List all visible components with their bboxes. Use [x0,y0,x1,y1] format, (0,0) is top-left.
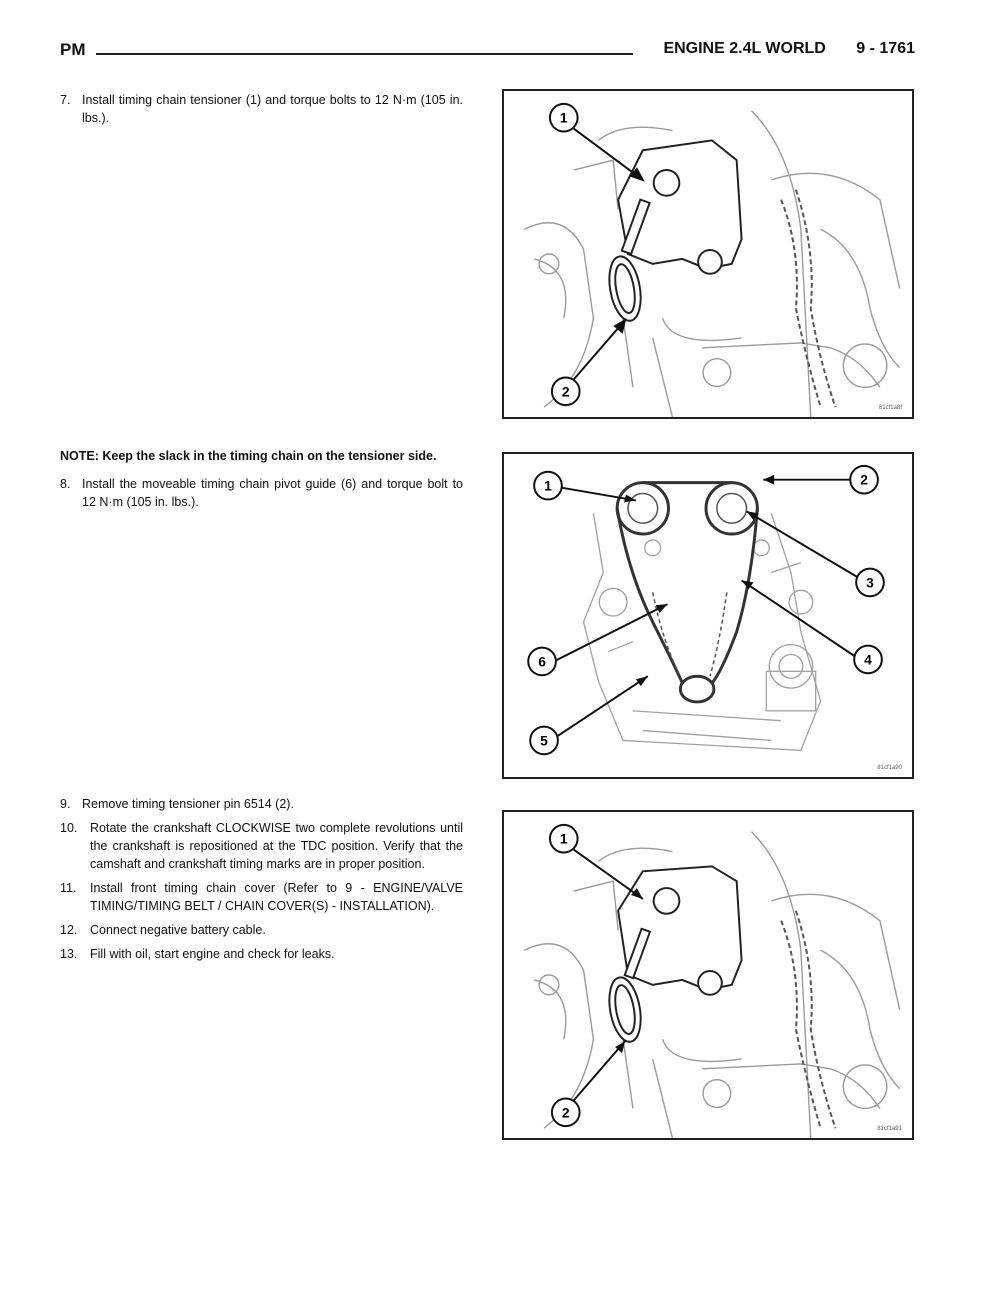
tensioner-illustration [504,91,912,417]
tensioner-pin-illustration [504,812,912,1138]
callout-1-label: 1 [544,477,552,494]
callout-6 [528,648,556,676]
step-number: 11. [60,881,77,895]
step-number: 10. [60,821,78,835]
step-text: Fill with oil, start engine and check for leaks. [90,947,335,961]
figure-tensioner-pin [502,810,914,1140]
figure-code: 81cf1a91 [877,1126,902,1132]
callout-2 [552,377,580,405]
callout-2-label: 2 [860,471,868,488]
figure-timing-chain-layout [502,452,914,779]
page-header [60,40,915,66]
header-section-title: ENGINE 2.4L WORLD [663,40,826,57]
note-text: NOTE: Keep the slack in the timing chain on the tensioner side. [60,449,437,463]
step-item [60,91,463,127]
callout-1 [534,472,562,500]
callout-5 [530,727,558,755]
callout-4 [854,646,882,674]
step-item [60,921,463,939]
step-text: Install front timing chain cover (Refer to 9 - ENGINE/VALVE TIMING/TIMING BELT / CHAIN COVER(S) - INSTALLATION). [90,881,463,913]
callout-3-label: 3 [866,574,874,591]
step-number: 12. [60,923,78,937]
step-number: 13. [60,947,78,961]
text-block-3 [60,795,463,969]
callout-6-label: 6 [538,653,546,670]
callout-1 [550,104,578,132]
step-text: Install timing chain tensioner (1) and torque bolts to 12 N·m (105 in. lbs.). [82,93,463,125]
callout-5-label: 5 [540,732,548,749]
figure-tensioner-install [502,89,914,419]
step-text: Rotate the crankshaft CLOCKWISE two complete revolutions until the crankshaft is repositioned at the TDC position. Verify that the camshaft and crankshaft timing marks are in proper position. [90,821,463,871]
callout-2 [850,466,878,494]
figure-code: 81cf1a8f [878,405,902,411]
callout-2-label: 2 [561,1104,570,1121]
step-text: Connect negative battery cable. [90,923,266,937]
text-block-2 [60,447,463,517]
step-text: Install the moveable timing chain pivot guide (6) and torque bolt to 12 N·m (105 in. lbs.). [82,477,463,509]
timing-chain-illustration [504,454,912,777]
callout-1-label: 1 [559,109,568,126]
header-page-number: 9 - 1761 [856,40,915,57]
step-text: Remove timing tensioner pin 6514 (2). [82,797,294,811]
header-rule [96,53,633,55]
step-item [60,945,463,963]
step-item [60,819,463,873]
step-number: 9. [60,797,71,811]
callout-1 [550,825,578,853]
step-number: 8. [60,477,71,491]
step-item [60,795,463,813]
text-block-1 [60,91,463,133]
callout-2 [552,1098,580,1126]
header-right [663,40,915,58]
step-number: 7. [60,93,71,107]
callout-1-label: 1 [559,830,568,847]
header-left-code: PM [60,40,86,59]
callout-4-label: 4 [864,651,872,668]
callout-2-label: 2 [561,383,570,400]
figure-code: 81cf1a90 [877,765,902,771]
step-item [60,879,463,915]
step-item [60,475,463,511]
callout-3 [856,569,884,597]
